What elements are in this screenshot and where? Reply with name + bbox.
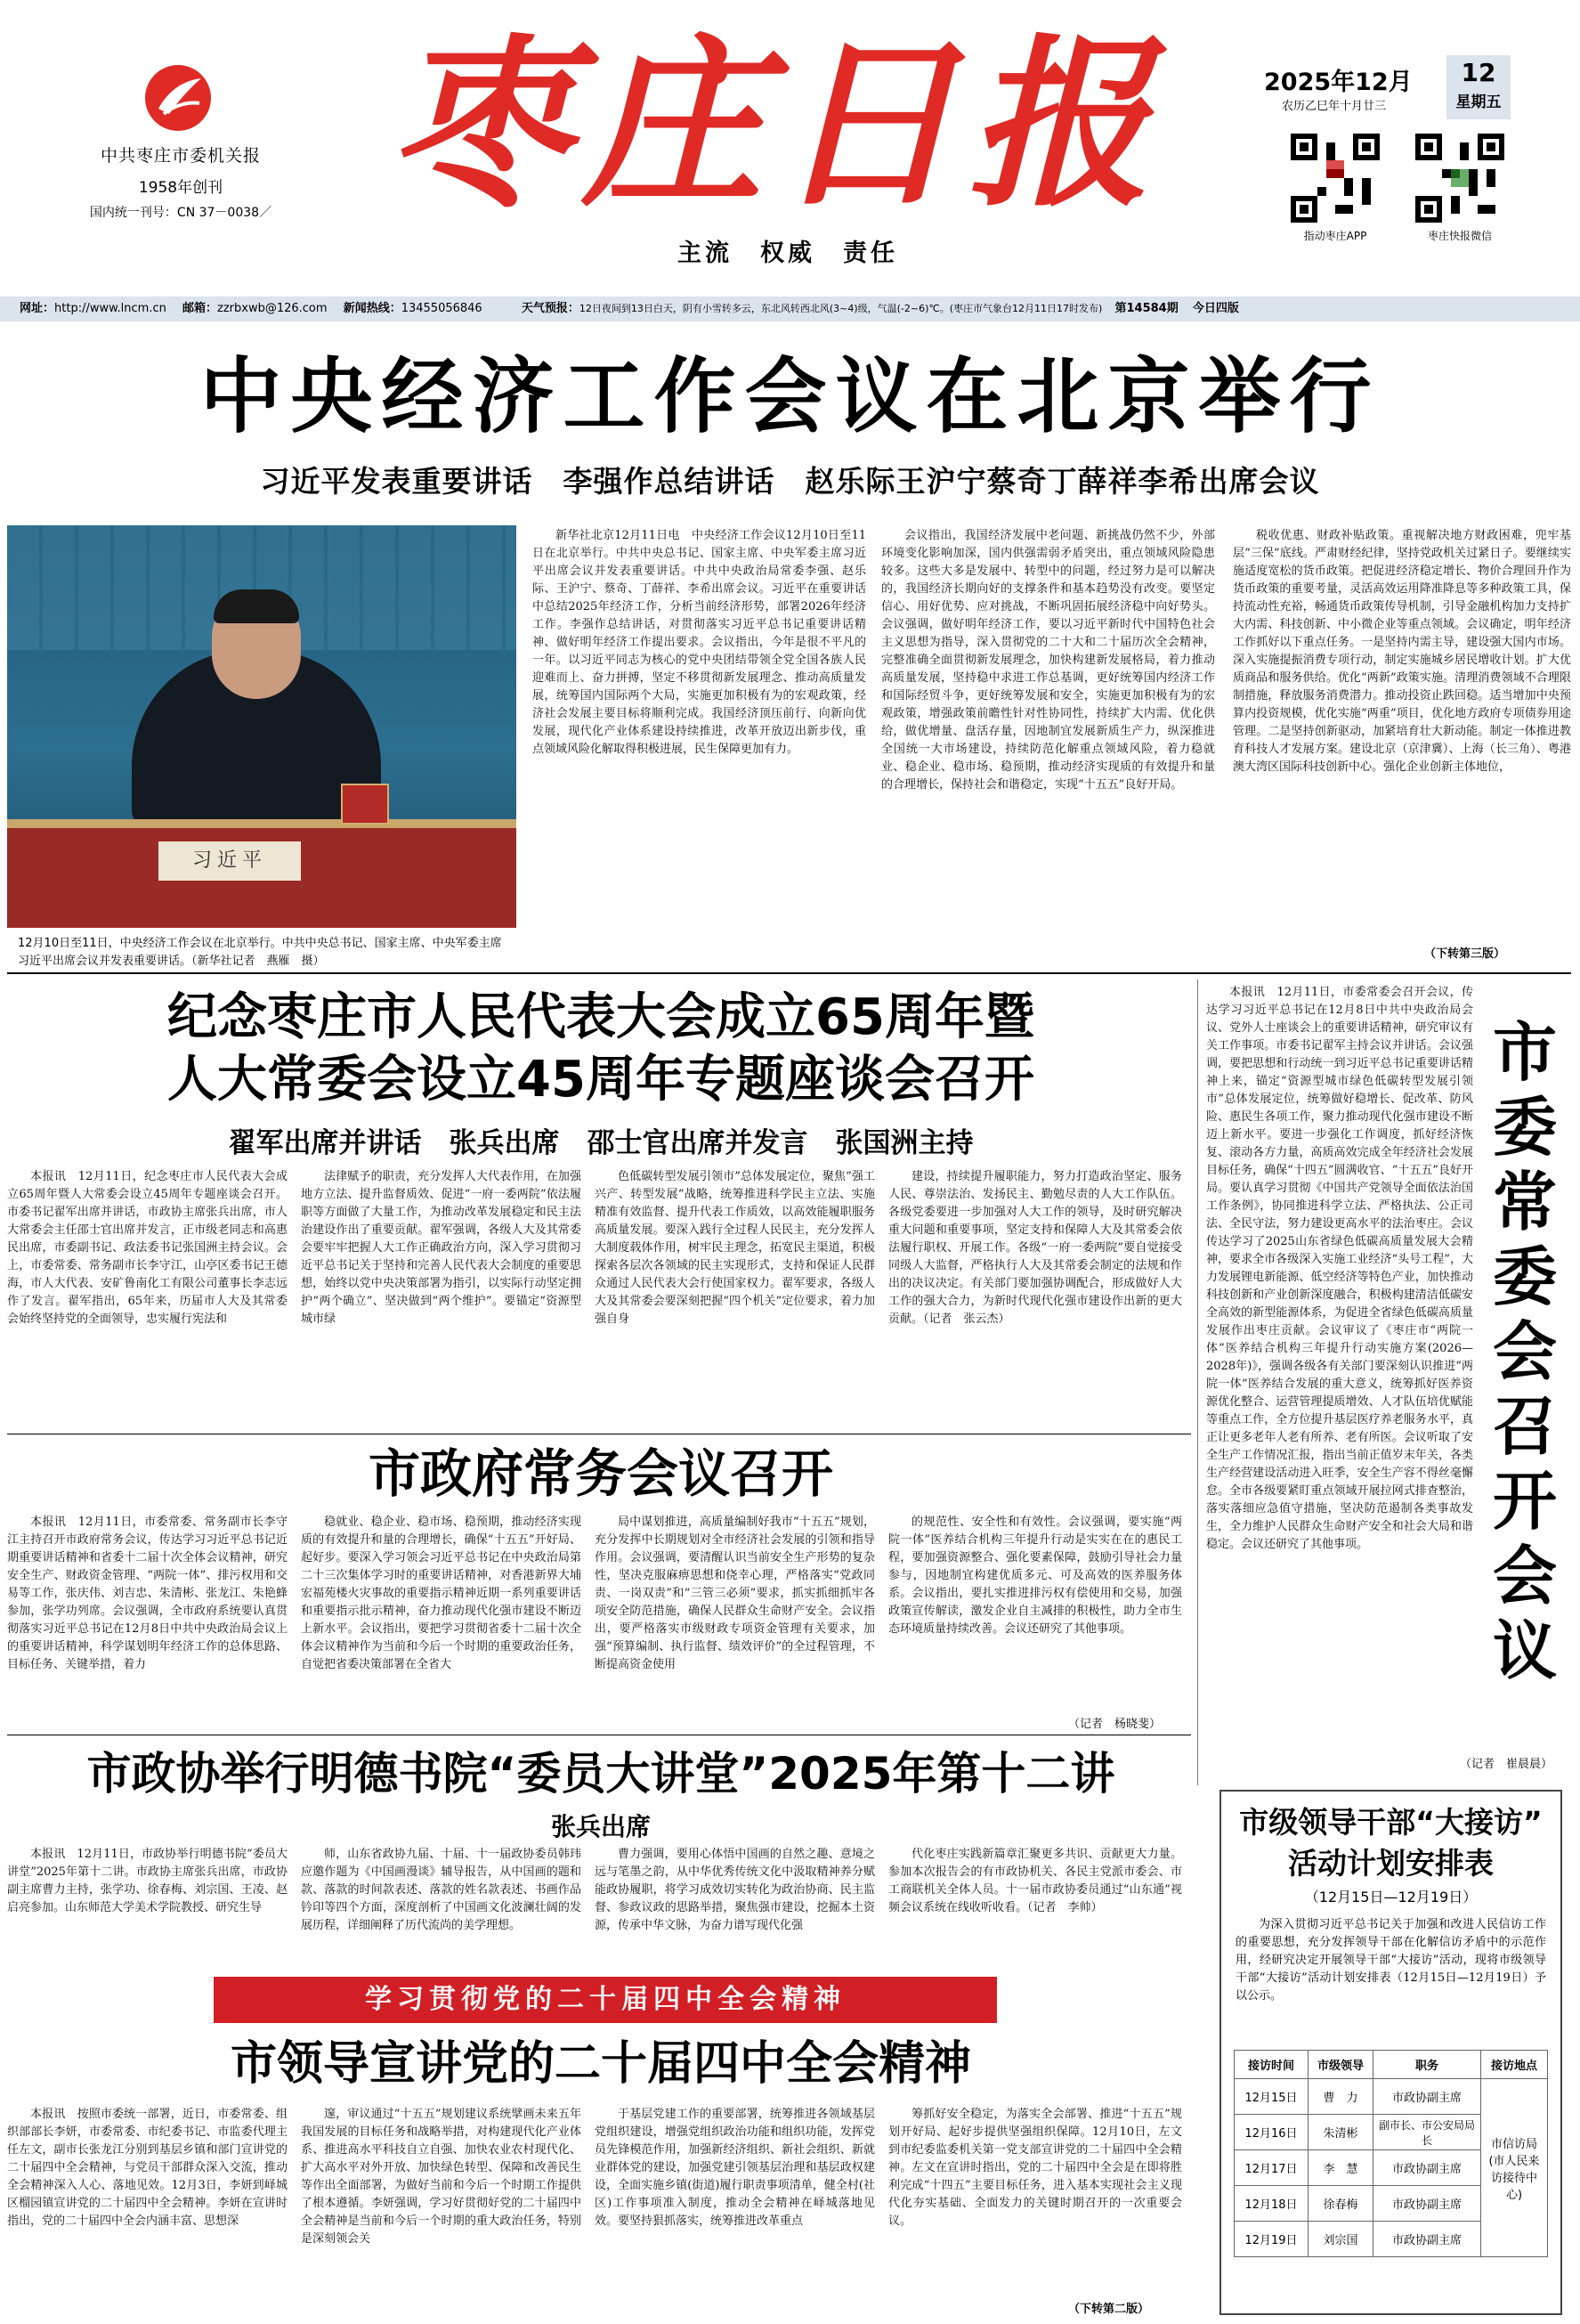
gov-col-4: 的规范性、安全性和有效性。会议强调，要实施“两院一体”医养结合机构三年提升行动是实实在在的惠民工程，要加强资源整合、强化要素保障，鼓励引导社会力量参与，因地制宜构建优质多元、可及高效的医养服务体系。会议指出，要扎实推进排污权有偿使用和交易，加强政策宣传解读，激发企业自主减排的积极性，助力全市生态环境质量持续改善。会议还研究了其他事项。	[888, 1515, 1182, 1636]
masthead-slogan: 主流 权威 责任	[677, 240, 898, 267]
weather-label: 天气预报：	[521, 302, 579, 315]
table-row: 12月17日 李 慧 市政协副主席	[1235, 2150, 1548, 2186]
standing-reporter: （记者 崔晨晨）	[1460, 1758, 1553, 1771]
npc-col-2: 法律赋予的职责，充分发挥人大代表作用，在加强地方立法、提升监督质效、促进“一府一委两院”依法履职等方面做了大量工作，为推动改革发展稳定和民主法治建设作出了重要贡献。翟军强调，各级人大及其常委会要牢牢把握人大工作正确政治方向，深入学习贯彻习近平总书记关于坚持和完善人民代表大会制度的重要思想，始终以党中央决策部署为指引，以实际行动坚定拥护“两个确立”、坚决做到“两个维护”。要锚定“资源型城市绿	[301, 1170, 581, 1326]
cppcc-col-4: 代化枣庄实践新篇章汇聚更多共识、贡献更大力量。参加本次报告会的有市政协机关、各民主党派市委会、市工商联机关全体人员。十一届市政协委员通过“山东通”视频会议系统在线收听收看。（记者 李帅）	[888, 1848, 1182, 1914]
table-row: 12月18日 徐春梅 市政协副主席	[1235, 2186, 1548, 2222]
qr2-label: 枣庄快报微信	[1427, 230, 1492, 242]
issue-day: 12	[1461, 58, 1496, 87]
visit-box	[1219, 1790, 1562, 2315]
cppcc-col-1: 本报讯 12月11日，市政协举行明德书院“委员大讲堂”2025年第十二讲。市政协主席张兵出席，市政协副主席曹力主持，张学功、徐春梅、刘宗国、王凌、赵启亮参加。山东师范大学美术学院教授、研究生导	[7, 1848, 288, 1914]
col-header: 接访地点	[1481, 2051, 1548, 2079]
hotline-label: 新闻热线：	[343, 302, 401, 315]
visit-place: 市信访局(市人民来访接待中心)	[1481, 2079, 1548, 2257]
npc-headline-2: 人大常委会设立45周年专题座谈会召开	[167, 1051, 1034, 1109]
newspaper-logo-icon	[142, 62, 214, 134]
col-header: 职务	[1373, 2051, 1481, 2079]
lead-photo	[7, 525, 516, 928]
lecture-col-4: 筹抓好安全稳定，为落实全会部署、推进“十五五”规划开好局、起好步提供坚强组织保障。12月10日，左文到市纪委监委机关第一党支部宣讲党的二十届四中全会精神。左文在宣讲时指出，党的二十届四中全会是在即将胜利完成“十四五”主要目标任务，进入基本实现社会主义现代化夯实基础、全面发力的关键时期召开的一次重要会议。	[888, 2108, 1182, 2228]
cppcc-headline: 市政协举行明德书院“委员大讲堂”2025年第十二讲	[86, 1748, 1115, 1800]
masthead-cn: 国内统一刊号：CN 37－0038／	[89, 206, 272, 220]
standing-col: 本报讯 12月11日，市委常委会召开会议，传达学习习近平总书记在12月8日中共中央政治局会议、党外人士座谈会上的重要讲话精神，研究审议有关工作事项。市委书记翟军主持会议并讲话。会议强调，要把思想和行动统一到习近平总书记重要讲话精神上来，锚定“资源型城市绿色低碳转型发展引领市”总体发展定位，统筹做好稳增长、促改革、防风险、惠民生各项工作，聚力推动现代化强市建设不断迈上新水平。要进一步强化工作调度，抓好经济恢复、滚动各方力量，高质高效完成全年经济社会发展目标任务，确保“十四五”圆满收官、“十五五”良好开局。要认真学习贯彻《中国共产党领导全面依法治国工作条例》，协同推进科学立法、严格执法、公正司法、全民守法，努力建设更高水平的法治枣庄。会议传达学习了2025山东省绿色低碳高质量发展大会精神，要求全市各级深入实施工业经济“头号工程”，大力发展锂电新能源、低空经济等特色产业，加快推动科技创新和产业创新深度融合，积极构建清洁低碳安全高效的新型能源体系，为促进全省绿色低碳高质量发展作出枣庄贡献。会议审议了《枣庄市“两院一体”医养结合机构三年提升行动实施方案(2026—2028年)》，强调各级各有关部门要深刻认识推进“两院一体”医养结合发展的重大意义，统筹抓好医养资源优化整合、运营管理提质增效、人才队伍培优赋能等重点工作，全方位提升基层医疗养老服务水平，真正让更多老年人老有所养、老有所医。会议听取了安全生产工作情况汇报，指出当前正值岁末年关，各类生产经营建设活动进入旺季，安全生产容不得丝毫懈怠。全市各级要紧盯重点领域开展拉网式排查整治，落实落细应急值守措施，坚决防范遏制各类事故发生，全力维护人民群众生命财产安全和社会大局和谐稳定。会议还研究了其他事项。	[1206, 986, 1473, 1551]
lead-col-2: 会议指出，我国经济发展中老问题、新挑战仍然不少，外部环境变化影响加深，国内供强需弱矛盾突出，重点领域风险隐患较多。这些大多是发展中、转型中的问题，经过努力是可以解决的，我国经济长期向好的支撑条件和基本趋势没有改变。要坚定信心、用好优势、应对挑战，不断巩固拓展经济稳中向好势头。会议强调，做好明年经济工作，要以习近平新时代中国特色社会主义思想为指导，深入贯彻党的二十大和二十届历次全会精神，完整准确全面贯彻新发展理念，加快构建新发展格局，着力推动高质量发展，坚持稳中求进工作总基调，更好统筹国内经济工作和国际经贸斗争，更好统筹发展和安全，实施更加积极有为的宏观政策，增强政策前瞻性针对性协同性，持续扩大内需、优化供给，做优增量、盘活存量，因地制宜发展新质生产力，纵深推进全国统一大市场建设，持续防范化解重点领域风险，着力稳就业、稳企业、稳市场、稳预期，推动经济实现质的有效提升和量的合理增长，保持社会和谐稳定，实现“十五五”良好开局。	[881, 529, 1215, 792]
info-bar	[0, 297, 1580, 321]
lead-col-3: 税收优惠、财政补贴政策。重视解决地方财政困难，兜牢基层“三保”底线。严肃财经纪律，坚持党政机关过紧日子。要继续实施适度宽松的货币政策。把促进经济稳定增长、物价合理回升作为货币政策的重要考量，灵活高效运用降准降息等多种政策工具，保持流动性充裕，畅通货币政策传导机制，引导金融机构加力支持扩大内需、科技创新、中小微企业等重点领域。会议确定，明年经济工作抓好以下重点任务。一是坚持内需主导，建设强大国内市场。深入实施提振消费专项行动，制定实施城乡居民增收计划。扩大优质商品和服务供给。优化“两新”政策实施。清理消费领域不合理限制措施，释放服务消费潜力。推动投资止跌回稳。适当增加中央预算内投资规模，优化实施“两重”项目，优化地方政府专项债券用途管理。二是坚持创新驱动，加紧培育壮大新动能。制定一体推进教育科技人才发展方案。建设北京（京津冀）、上海（长三角）、粤港澳大湾区国际科技创新中心。强化企业创新主体地位，	[1233, 529, 1571, 774]
masthead	[0, 0, 1580, 294]
qr-code-icon	[1291, 134, 1380, 223]
gov-col-2: 稳就业、稳企业、稳市场、稳预期，推动经济实现质的有效提升和量的合理增长，确保“十五五”开好局、起好步。要深入学习领会习近平总书记在中央政治局第二十三次集体学习时的重要讲话精神，对香港新界大埔宏福苑楼火灾事故的重要指示精神近期一系列重要讲话和重要指示批示精神，奋力推动现代化强市建设不断迈上新水平。会议指出，要把学习贯彻省委十二届十次全体会议精神作为当前和今后一个时期的重要政治任务，自觉把省委决策部署在全省大	[301, 1515, 581, 1671]
cppcc-col-3: 曹力强调，要用心体悟中国画的自然之趣、意境之远与笔墨之韵，从中华优秀传统文化中汲取精神养分赋能政协履职，将学习成效切实转化为政治协商、民主监督、参政议政的思路举措，聚焦强市建设，挖掘本土资源，传承中华文脉，为奋力谱写现代化强	[595, 1848, 875, 1932]
lecture-headline: 市领导宣讲党的二十届四中全会精神	[230, 2036, 971, 2091]
qr-code-icon	[1415, 134, 1504, 223]
mail-address[interactable]: zzrbxwb@126.com	[217, 302, 328, 315]
table-row: 12月19日 刘宗国 市政协副主席	[1235, 2222, 1548, 2257]
lecture-col-2: 邃，审议通过“十五五”规划建议系统擘画未来五年我国发展的目标任务和战略举措，对构建现代化产业体系、推进高水平科技自立自强、加快农业农村现代化、扩大高水平对外开放、加快绿色转型、保障和改善民生等作出全面部署，为做好当前和今后一个时期工作提供了根本遵循。李妍强调，学习好贯彻好党的二十届四中全会精神是当前和今后一个时期的重大政治任务，特别是深刻领会关	[301, 2108, 581, 2246]
visit-title-1: 市级领导干部“大接访”	[1239, 1805, 1543, 1840]
gov-reporter: （记者 杨晓斐）	[1068, 1718, 1162, 1731]
cppcc-col-2: 师，山东省政协九届、十届、十一届政协委员韩玮应邀作题为《中国画漫谈》辅导报告，从中国画的题和款、落款的时间款表述、落款的姓名款表述、书画作品钤印等四个方面，深度剖析了中国画文化波澜壮阔的发展历程，详细阐释了历代流尚的美学理想。	[301, 1848, 581, 1932]
lead-continue: （下转第三版）	[1424, 947, 1506, 961]
gov-headline: 市政府常务会议召开	[368, 1443, 833, 1504]
column-divider	[1197, 979, 1198, 1785]
visit-table	[1234, 2050, 1548, 2257]
cppcc-subhead: 张兵出席	[550, 1812, 651, 1841]
photo-nameplate: 习近平	[158, 841, 301, 881]
day-box	[1446, 55, 1511, 119]
issue-number: 第14584期	[1114, 302, 1179, 315]
table-row: 12月16日 朱清彬 副市长、市公安局局长	[1235, 2115, 1548, 2150]
divider	[7, 972, 1571, 974]
table-row: 12月15日 曹 力 市政协副主席 市信访局(市人民来访接待中心)	[1235, 2079, 1548, 2115]
issue-date: 2025年12月	[1264, 69, 1413, 96]
site-label: 网址：	[20, 302, 55, 315]
standing-headline: 市委常委会召开会议	[1492, 1015, 1557, 1688]
lecture-continue: （下转第二版）	[1068, 2303, 1150, 2316]
site-url[interactable]: http://www.lncm.cn	[54, 302, 166, 315]
masthead-org: 中共枣庄市委机关报	[100, 146, 261, 166]
npc-col-4: 建设，持续提升履职能力，努力打造政治坚定、服务人民、尊崇法治、发扬民主、勤勉尽责的人大工作队伍。各级党委要进一步加强对人大工作的领导，及时研究解决重大问题和重要事项，坚定支持和保障人大及其常委会依法履行职权、开展工作。各级“一府一委两院”要自觉接受同级人大监督，严格执行人大及其常委会制定的法规和作出的决议决定。有关部门要加强协调配合，形成做好人大工作的强大合力，为新时代现代化强市建设作出新的更大贡献。（记者 张云杰）	[888, 1170, 1182, 1326]
mail-label: 邮箱：	[182, 302, 218, 315]
col-header: 市级领导	[1309, 2051, 1373, 2079]
photo-caption	[18, 935, 512, 971]
npc-headline-1: 纪念枣庄市人民代表大会成立65周年暨	[167, 988, 1034, 1046]
lead-headline: 中央经济工作会议在北京举行	[199, 349, 1381, 444]
lecture-col-3: 于基层党建工作的重要部署，统筹推进各领域基层党组织建设，增强党组织政治功能和组织功能，发挥党员先锋模范作用，加强新经济组织、新社会组织、新就业群体党的建设，加强党建引领基层治理和基层政权建设，全面实施乡镇(街道)履行职责事项清单，健全村(社区)工作事项准入制度，推动全会精神在峄城落地见效。要坚持狠抓落实，统筹推进改革重点	[595, 2108, 875, 2228]
hotline-number: 13455056846	[401, 302, 482, 315]
npc-subhead: 翟军出席并讲话 张兵出席 邵士官出席并发言 张国洲主持	[228, 1127, 974, 1159]
gov-col-1: 本报讯 12月11日，市委常委、常务副市长李守江主持召开市政府常务会议，传达学习习近平总书记近期重要讲话精神和省委十二届十次全体会议精神，研究安全生产、财政资金管理、“两院一体”、排污权用和交易等工作，张庆伟、刘吉忠、朱清彬、张龙江、朱艳蜂参加，张学功列席。会议强调，全市政府系统要认真贯彻落实习近平总书记在12月8日中共中央政治局会议上的重要讲话精神，科学谋划明年经济工作的总体思路、目标任务、关键举措，着力	[7, 1515, 288, 1671]
caption-credit: （新华社记者 燕雁 摄）	[191, 955, 325, 968]
npc-col-3: 色低碳转型发展引领市”总体发展定位，聚焦“强工兴产、转型发展”战略，统筹推进科学民主立法、实施精准有效监督、提升代表工作质效，以高效能履职服务高质量发展。要深入践行全过程人民民主，充分发挥人大制度载体作用，树牢民主理念，拓宽民主渠道，积极探索各层次各领域的民主实现形式，支持和保证人民群众通过人民代表大会行使国家权力。翟军要求，各级人大及其常委会要深刻把握“四个机关”定位要求，着力加强自身	[595, 1170, 875, 1326]
lead-subhead: 习近平发表重要讲话 李强作总结讲话 赵乐际王沪宁蔡奇丁薛祥李希出席会议	[260, 464, 1320, 499]
qr1-label: 指动枣庄APP	[1303, 230, 1367, 242]
gov-col-3: 局中谋划推进，高质量编制好我市“十五五”规划，充分发挥中长期规划对全市经济社会发展的引领和指导作用。会议强调，要清醒认识当前安全生产形势的复杂性，坚决克服麻痹思想和侥幸心理，严格落实“党政同责、一岗双责”和“三管三必须”要求，抓实抓细抓牢各项安全防范措施，确保人民群众生命财产安全。会议指出，要严格落实市级财政专项资金管理有关要求，加强“预算编制、执行监督、绩效评价”的全过程管理，不断提高资金使用	[595, 1515, 875, 1671]
lecture-col-1: 本报讯 按照市委统一部署，近日，市委常委、组织部部长李妍，市委常委、市纪委书记、市监委代理主任左文，副市长张龙江分别到基层乡镇和部门宣讲党的二十届四中全会精神，与党员干部群众深入交流，推动全会精神深入人心、落地见效。12月3日，李妍到峄城区榴园镇宣讲党的二十届四中全会精神。李妍在宣讲时指出，党的二十届四中全会内涵丰富、思想深	[7, 2108, 288, 2228]
col-header: 接访时间	[1235, 2051, 1309, 2079]
lead-col-1: 新华社北京12月11日电 中央经济工作会议12月10日至11日在北京举行。中共中央总书记、国家主席、中央军委主席习近平出席会议并发表重要讲话。中共中央政治局常委李强、赵乐际、王沪宁、蔡奇、丁薛祥、李希出席会议。习近平在重要讲话中总结2025年经济工作，分析当前经济形势，部署2026年经济工作。李强作总结讲话，对贯彻落实习近平总书记重要讲话精神、做好明年经济工作提出要求。会议指出，今年是很不平凡的一年。以习近平同志为核心的党中央团结带领全党全国各族人民迎难而上、奋力拼搏，坚定不移贯彻新发展理念、推动高质量发展，统筹国内国际两个大局，实施更加积极有为的宏观政策，经济社会发展主要目标将顺利完成。我国经济顶压前行、向新向优发展，现代化产业体系建设持续推进，改革开放迈出新步伐，重点领域风险化解取得积极进展，民生保障更加有力。	[532, 529, 866, 756]
theme-banner: 学习贯彻党的二十届四中全会精神	[214, 1977, 997, 2023]
page-count: 今日四版	[1192, 302, 1239, 315]
lunar-date: 农历乙巳年十月廿三	[1282, 100, 1387, 113]
visit-intro: 为深入贯彻习近平总书记关于加强和改进人民信访工作的重要思想，充分发挥领导干部在化解信访矛盾中的示范作用，经研究决定开展领导干部“大接访”活动，现将市级领导干部“大接访”活动计划安排表（12月15日—12月19日）予以公示。	[1236, 1918, 1546, 2003]
caption-text: 12月10日至11日，中央经济工作会议在北京举行。中共中央总书记、国家主席、中央军委主席习近平出席会议并发表重要讲话。	[18, 937, 502, 968]
visit-range: （12月15日—12月19日）	[1304, 1889, 1478, 1906]
weather-text: 12日夜间到13日白天，阴有小雪转多云，东北风转西北风(3~4)级，气温(-2~6)℃。(枣庄市气象台12月11日17时发布)	[579, 303, 1103, 314]
masthead-founded: 1958年创刊	[138, 179, 223, 197]
newspaper-title: 枣庄日报	[388, 18, 1161, 232]
issue-weekday: 星期五	[1455, 93, 1502, 111]
visit-title-2: 活动计划安排表	[1288, 1846, 1494, 1881]
npc-col-1: 本报讯 12月11日，纪念枣庄市人民代表大会成立65周年暨人大常委会设立45周年专题座谈会召开。市委书记翟军出席并讲话，市政协主席张兵出席，市人大常委会主任邵士官出席并发言，正市级老同志和高惠民出席，市委副书记、政法委书记张国洲主持会议。会上，市委常委、常务副市长李守江，山亭区委书记王德海，市人大代表、安矿鲁南化工有限公司董事长李志远作了发言。翟军指出，65年来，历届市人大及其常委会始终坚持党的全面领导，忠实履行宪法和	[7, 1170, 288, 1326]
